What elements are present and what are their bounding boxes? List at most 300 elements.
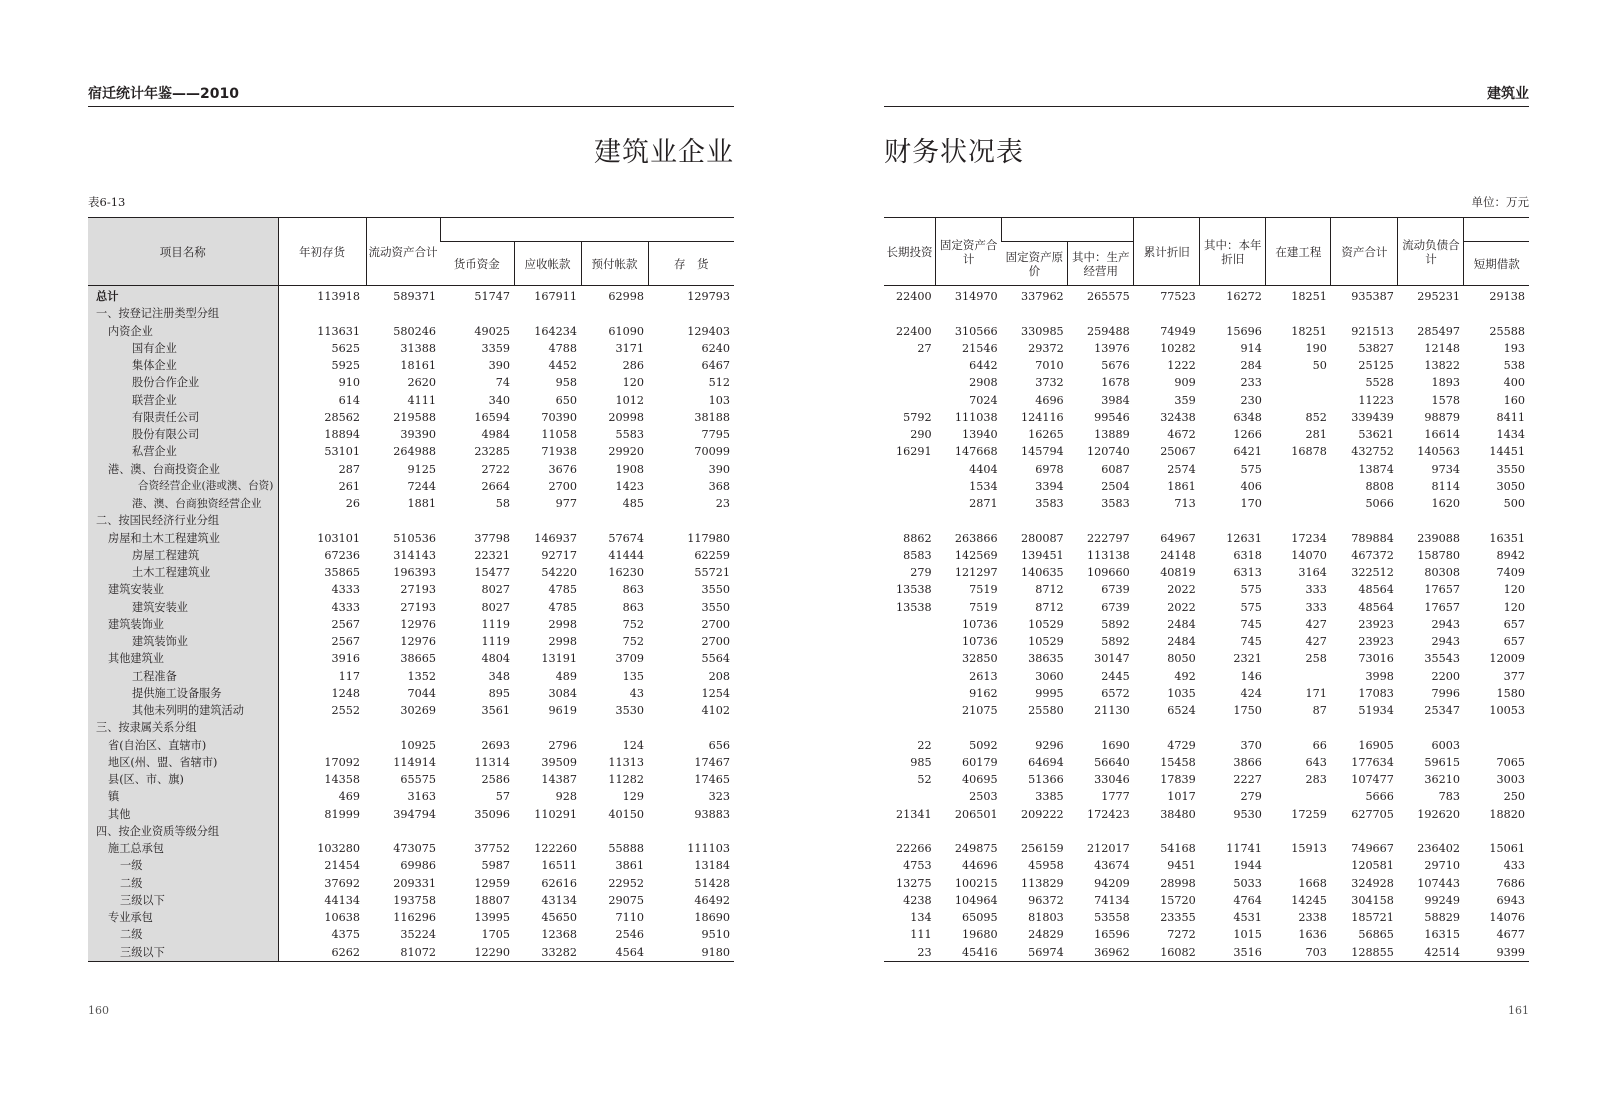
table-row <box>88 857 734 874</box>
page-number-left: 160 <box>88 1004 109 1017</box>
cell-value: 45416 <box>936 944 1002 962</box>
cell-value: 23355 <box>1160 911 1196 925</box>
cell-value: 15913 <box>1291 842 1327 856</box>
cell-value: 1119 <box>481 635 510 649</box>
cell-value <box>366 719 440 736</box>
table-row <box>884 840 1529 857</box>
cell-value <box>514 719 581 736</box>
cell-value: 18807 <box>474 893 510 907</box>
cell-value: 2567 <box>331 617 360 631</box>
header-spacer-liabilities <box>1464 218 1529 242</box>
cell-value: 2574 <box>1167 462 1196 476</box>
cell-value: 185721 <box>1351 911 1394 925</box>
cell-value: 139451 <box>1020 548 1064 562</box>
cell-value: 116296 <box>393 911 436 925</box>
cell-value: 65095 <box>962 911 998 925</box>
cell-value: 70390 <box>541 410 577 424</box>
cell-value: 87 <box>1312 704 1327 718</box>
header-accumulated-depreciation: 累计折旧 <box>1134 218 1200 286</box>
cell-value: 40695 <box>962 773 998 787</box>
cell-value: 113918 <box>317 290 360 304</box>
cell-value: 958 <box>555 376 577 390</box>
cell-value: 74949 <box>1160 324 1196 338</box>
table-row <box>884 909 1529 926</box>
cell-value: 614 <box>338 393 360 407</box>
cell-value: 250 <box>1503 790 1525 804</box>
cell-value: 9399 <box>1464 944 1529 962</box>
cell-value: 8050 <box>1167 652 1196 666</box>
cell-value: 27193 <box>400 600 436 614</box>
cell-value <box>884 461 936 478</box>
cell-value: 473075 <box>393 842 436 856</box>
cell-value: 39509 <box>541 755 577 769</box>
unit-label: 单位：万元 <box>1471 195 1529 209</box>
table-row <box>884 323 1529 340</box>
cell-value <box>1464 512 1529 529</box>
cell-value: 146 <box>1240 669 1262 683</box>
cell-value: 3984 <box>1101 393 1130 407</box>
cell-value: 11058 <box>541 428 577 442</box>
table-row <box>884 426 1529 443</box>
cell-value: 9296 <box>1035 738 1064 752</box>
cell-value: 5092 <box>969 738 998 752</box>
cell-value: 265575 <box>1087 290 1130 304</box>
cell-value: 70099 <box>694 445 730 459</box>
cell-value: 2700 <box>701 635 730 649</box>
cell-value: 7519 <box>969 583 998 597</box>
row-label: 房屋工程建筑 <box>88 547 278 564</box>
cell-value: 921513 <box>1351 324 1394 338</box>
cell-value: 9451 <box>1167 859 1196 873</box>
cell-value: 56974 <box>1002 944 1068 962</box>
cell-value: 23285 <box>474 445 510 459</box>
cell-value: 935387 <box>1351 290 1394 304</box>
cell-value <box>581 512 648 529</box>
running-head-right: 建筑业 <box>884 82 1529 107</box>
cell-value: 745 <box>1240 617 1262 631</box>
cell-value: 8114 <box>1431 479 1460 493</box>
cell-value: 333 <box>1305 600 1327 614</box>
cell-value: 219588 <box>393 410 436 424</box>
cell-value: 45958 <box>1028 859 1064 873</box>
cell-value <box>1134 305 1200 322</box>
cell-value: 38635 <box>1028 652 1064 666</box>
cell-value: 489 <box>555 669 577 683</box>
cell-value: 589371 <box>393 290 436 304</box>
cell-value: 25347 <box>1424 704 1460 718</box>
cell-value: 1578 <box>1431 393 1460 407</box>
table-row <box>88 892 734 909</box>
cell-value: 107477 <box>1351 773 1394 787</box>
cell-value: 1035 <box>1167 686 1196 700</box>
header-current-year-depreciation: 其中：本年折旧 <box>1200 218 1266 286</box>
cell-value: 4804 <box>481 652 510 666</box>
cell-value: 43134 <box>541 893 577 907</box>
cell-value: 239088 <box>1417 531 1460 545</box>
cell-value: 5528 <box>1365 376 1394 390</box>
cell-value: 1248 <box>331 686 360 700</box>
cell-value: 21341 <box>896 807 932 821</box>
table-row <box>884 530 1529 547</box>
cell-value: 92717 <box>541 548 577 562</box>
cell-value: 29075 <box>608 893 644 907</box>
cell-value: 424 <box>1240 686 1262 700</box>
cell-value: 50 <box>1312 359 1327 373</box>
cell-value: 58 <box>495 497 510 511</box>
row-label: 县(区、市、旗) <box>88 771 278 788</box>
cell-value: 55888 <box>608 842 644 856</box>
cell-value: 2504 <box>1101 479 1130 493</box>
cell-value: 467372 <box>1351 548 1394 562</box>
cell-value: 287 <box>338 462 360 476</box>
cell-value: 117 <box>338 669 360 683</box>
row-label: 四、按企业资质等级分组 <box>88 823 278 840</box>
cell-value: 3171 <box>615 341 644 355</box>
table-row <box>88 512 734 529</box>
cell-value: 10638 <box>324 911 360 925</box>
cell-value: 394794 <box>393 807 436 821</box>
cell-value: 2722 <box>481 462 510 476</box>
cell-value: 749667 <box>1351 842 1394 856</box>
cell-value: 32438 <box>1160 410 1196 424</box>
cell-value: 15477 <box>474 566 510 580</box>
table-row <box>884 771 1529 788</box>
table-row <box>88 547 734 564</box>
cell-value: 6739 <box>1101 600 1130 614</box>
cell-value: 5792 <box>903 410 932 424</box>
cell-value <box>1398 305 1464 322</box>
cell-value: 7686 <box>1496 876 1525 890</box>
row-label: 房屋和土木工程建筑业 <box>88 530 278 547</box>
cell-value: 28998 <box>1160 876 1196 890</box>
table-row <box>88 840 734 857</box>
cell-value: 16594 <box>474 410 510 424</box>
cell-value <box>1266 392 1331 409</box>
cell-value <box>514 305 581 322</box>
header-total-assets: 资产合计 <box>1331 218 1398 286</box>
header-inventory: 存 货 <box>648 242 734 286</box>
cell-value: 62998 <box>608 290 644 304</box>
cell-value: 17092 <box>324 755 360 769</box>
cell-value: 146937 <box>534 531 577 545</box>
cell-value: 2908 <box>969 376 998 390</box>
cell-value: 3732 <box>1035 376 1064 390</box>
cell-value: 124 <box>622 738 644 752</box>
row-label: 建筑安装业 <box>88 599 278 616</box>
cell-value: 44134 <box>324 893 360 907</box>
cell-value: 58829 <box>1424 911 1460 925</box>
cell-value: 14387 <box>541 773 577 787</box>
cell-value: 6313 <box>1233 566 1262 580</box>
cell-value: 37798 <box>474 531 510 545</box>
cell-value: 21130 <box>1094 704 1130 718</box>
cell-value: 30269 <box>400 704 436 718</box>
cell-value: 1222 <box>1167 359 1196 373</box>
cell-value: 13822 <box>1424 359 1460 373</box>
cell-value: 7044 <box>407 686 436 700</box>
cell-value: 17839 <box>1160 773 1196 787</box>
cell-value <box>581 305 648 322</box>
header-spacer-fixed <box>1002 218 1134 242</box>
row-label: 一、按登记注册类型分组 <box>88 305 278 322</box>
cell-value: 6240 <box>701 341 730 355</box>
cell-value <box>1068 305 1134 322</box>
cell-value: 66 <box>1312 738 1327 752</box>
cell-value: 323 <box>708 790 730 804</box>
cell-value: 30147 <box>1094 652 1130 666</box>
cell-value: 2998 <box>548 617 577 631</box>
cell-value: 2321 <box>1233 652 1262 666</box>
left-data-table <box>88 217 734 962</box>
cell-value <box>278 512 366 529</box>
cell-value: 29710 <box>1424 859 1460 873</box>
cell-value <box>936 719 1002 736</box>
cell-value <box>936 305 1002 322</box>
cell-value: 322512 <box>1351 566 1394 580</box>
cell-value: 3164 <box>1298 566 1327 580</box>
cell-value: 8942 <box>1496 548 1525 562</box>
cell-value: 52 <box>917 773 932 787</box>
cell-value: 4984 <box>481 428 510 442</box>
table-row <box>88 530 734 547</box>
cell-value: 120 <box>1503 600 1525 614</box>
cell-value: 158780 <box>1417 548 1460 562</box>
cell-value: 6087 <box>1101 462 1130 476</box>
cell-value: 3550 <box>701 600 730 614</box>
cell-value: 25580 <box>1028 704 1064 718</box>
cell-value: 29920 <box>608 445 644 459</box>
cell-value: 752 <box>622 617 644 631</box>
cell-value: 643 <box>1305 755 1327 769</box>
cell-value: 35224 <box>400 928 436 942</box>
cell-value: 2586 <box>481 773 510 787</box>
row-label: 股份合作企业 <box>88 374 278 391</box>
cell-value: 348 <box>488 669 510 683</box>
cell-value: 57674 <box>608 531 644 545</box>
cell-value <box>366 823 440 840</box>
cell-value: 1017 <box>1167 790 1196 804</box>
cell-value: 16878 <box>1291 445 1327 459</box>
cell-value: 1777 <box>1101 790 1130 804</box>
cell-value: 8712 <box>1035 583 1064 597</box>
cell-value: 8411 <box>1496 410 1525 424</box>
cell-value: 13889 <box>1094 428 1130 442</box>
cell-value: 18251 <box>1291 324 1327 338</box>
cell-value: 74 <box>495 376 510 390</box>
cell-value: 67236 <box>324 548 360 562</box>
table-row <box>884 823 1529 840</box>
cell-value: 13191 <box>541 652 577 666</box>
cell-value: 1012 <box>615 393 644 407</box>
cell-value: 3050 <box>1496 479 1525 493</box>
cell-value <box>1464 823 1529 840</box>
cell-value: 752 <box>622 635 644 649</box>
cell-value <box>1134 512 1200 529</box>
cell-value: 1908 <box>615 462 644 476</box>
cell-value: 4102 <box>701 704 730 718</box>
cell-value: 18820 <box>1489 807 1525 821</box>
cell-value: 2664 <box>481 479 510 493</box>
cell-value: 13940 <box>962 428 998 442</box>
header-monetary-funds: 货币资金 <box>440 242 514 286</box>
table-row <box>88 581 734 598</box>
cell-value: 12631 <box>1226 531 1262 545</box>
cell-value <box>1464 719 1529 736</box>
cell-value: 53101 <box>324 445 360 459</box>
row-label: 其他建筑业 <box>88 650 278 667</box>
cell-value: 12148 <box>1424 341 1460 355</box>
cell-value: 2700 <box>701 617 730 631</box>
cell-value: 575 <box>1240 583 1262 597</box>
cell-value: 147668 <box>954 445 998 459</box>
cell-value: 46492 <box>694 893 730 907</box>
cell-value: 27 <box>917 341 932 355</box>
cell-value: 3583 <box>1101 497 1130 511</box>
cell-value <box>648 305 734 322</box>
cell-value: 3359 <box>481 341 510 355</box>
table-row <box>88 305 734 322</box>
cell-value: 3516 <box>1200 944 1266 962</box>
table-row <box>88 719 734 736</box>
cell-value <box>884 392 936 409</box>
table-row <box>88 599 734 616</box>
cell-value: 54168 <box>1160 842 1196 856</box>
cell-value: 164234 <box>534 324 577 338</box>
cell-value: 8583 <box>903 548 932 562</box>
cell-value: 3550 <box>701 583 730 597</box>
cell-value: 13874 <box>1358 462 1394 476</box>
cell-value: 3084 <box>548 686 577 700</box>
cell-value: 259488 <box>1087 324 1130 338</box>
cell-value: 120740 <box>1087 445 1130 459</box>
cell-value: 4696 <box>1035 393 1064 407</box>
cell-value: 9180 <box>648 944 734 962</box>
cell-value: 500 <box>1503 497 1525 511</box>
cell-value: 340 <box>488 393 510 407</box>
cell-value: 330985 <box>1020 324 1064 338</box>
cell-value: 4788 <box>548 341 577 355</box>
cell-value <box>1134 719 1200 736</box>
cell-value: 233 <box>1240 376 1262 390</box>
table-row <box>88 702 734 719</box>
cell-value: 4764 <box>1233 893 1262 907</box>
cell-value: 45650 <box>541 911 577 925</box>
cell-value: 8862 <box>903 531 932 545</box>
cell-value: 21454 <box>324 859 360 873</box>
cell-value: 3709 <box>615 652 644 666</box>
cell-value: 142569 <box>954 548 998 562</box>
cell-value: 16082 <box>1134 944 1200 962</box>
cell-value: 3163 <box>407 790 436 804</box>
cell-value: 3003 <box>1496 773 1525 787</box>
cell-value: 295231 <box>1417 290 1460 304</box>
cell-value <box>1464 305 1529 322</box>
cell-value <box>1068 719 1134 736</box>
cell-value: 863 <box>622 583 644 597</box>
cell-value <box>1266 512 1331 529</box>
cell-value: 7065 <box>1496 755 1525 769</box>
cell-value: 17657 <box>1424 583 1460 597</box>
cell-value: 7519 <box>969 600 998 614</box>
header-current-liabilities-total: 流动负债合计 <box>1398 218 1464 286</box>
cell-value: 17467 <box>694 755 730 769</box>
cell-value <box>936 823 1002 840</box>
right-page <box>884 0 1529 1099</box>
cell-value: 100215 <box>954 876 998 890</box>
table-row <box>88 754 734 771</box>
row-label: 二、按国民经济行业分组 <box>88 512 278 529</box>
row-label: 三级以下 <box>88 892 278 909</box>
cell-value: 5625 <box>331 341 360 355</box>
cell-value: 4452 <box>548 359 577 373</box>
cell-value: 4672 <box>1167 428 1196 442</box>
row-label: 专业承包 <box>88 909 278 926</box>
table-row <box>884 599 1529 616</box>
header-spacer-left <box>440 218 734 242</box>
cell-value: 5892 <box>1101 635 1130 649</box>
cell-value: 48564 <box>1358 583 1394 597</box>
cell-value: 37752 <box>474 842 510 856</box>
cell-value: 4404 <box>969 462 998 476</box>
cell-value: 280087 <box>1020 531 1064 545</box>
table-row <box>88 737 734 754</box>
cell-value: 2693 <box>481 738 510 752</box>
left-table-body <box>88 286 734 962</box>
cell-value: 38480 <box>1160 807 1196 821</box>
table-row <box>884 616 1529 633</box>
cell-value: 10282 <box>1160 341 1196 355</box>
cell-value: 33046 <box>1094 773 1130 787</box>
cell-value <box>1200 305 1266 322</box>
cell-value: 2613 <box>969 669 998 683</box>
cell-value <box>1398 719 1464 736</box>
cell-value <box>1266 495 1331 512</box>
cell-value: 73016 <box>1358 652 1394 666</box>
cell-value: 135 <box>622 669 644 683</box>
cell-value: 14076 <box>1489 911 1525 925</box>
row-label: 港、澳、台商独资经营企业 <box>88 495 278 512</box>
cell-value <box>1002 305 1068 322</box>
cell-value: 3866 <box>1233 755 1262 769</box>
cell-value <box>1331 305 1398 322</box>
cell-value <box>648 823 734 840</box>
cell-value: 2620 <box>407 376 436 390</box>
cell-value: 13184 <box>694 859 730 873</box>
cell-value <box>366 305 440 322</box>
cell-value: 4729 <box>1167 738 1196 752</box>
table-row <box>88 323 734 340</box>
cell-value <box>1331 823 1398 840</box>
table-row <box>88 806 734 823</box>
cell-value: 5892 <box>1101 617 1130 631</box>
cell-value: 8027 <box>481 600 510 614</box>
cell-value: 1254 <box>701 686 730 700</box>
cell-value: 2022 <box>1167 583 1196 597</box>
table-row <box>884 374 1529 391</box>
cell-value: 339439 <box>1351 410 1394 424</box>
table-row <box>884 443 1529 460</box>
cell-value <box>1266 823 1331 840</box>
cell-value: 6348 <box>1233 410 1262 424</box>
cell-value: 1620 <box>1431 497 1460 511</box>
cell-value: 124116 <box>1020 410 1064 424</box>
cell-value: 1893 <box>1431 376 1460 390</box>
table-row <box>88 495 734 512</box>
cell-value: 22400 <box>896 290 932 304</box>
cell-value: 24829 <box>1028 928 1064 942</box>
row-label: 联营企业 <box>88 392 278 409</box>
cell-value: 4753 <box>903 859 932 873</box>
